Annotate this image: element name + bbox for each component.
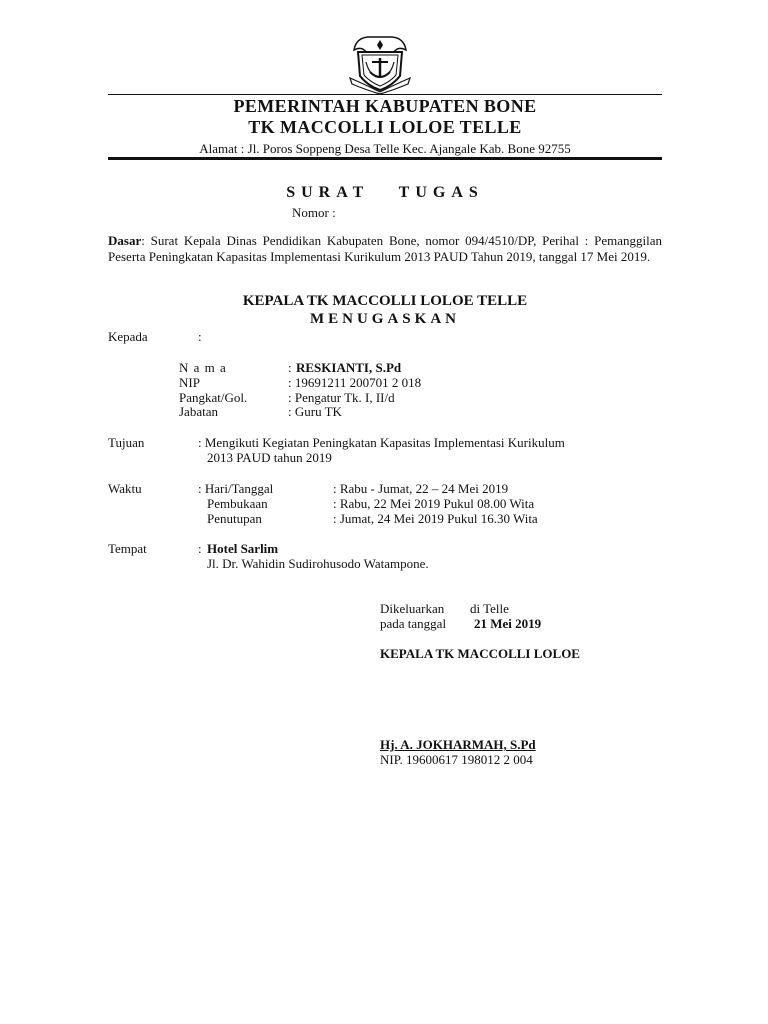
letter-title: SURAT TUGAS [286, 184, 484, 201]
purpose-line-2: 2013 PAUD tahun 2019 [207, 450, 332, 465]
signatory-position: KEPALA TK MACCOLLI LOLOE [380, 646, 580, 661]
signatory-name: Hj. A. JOKHARMAH, S.Pd [380, 737, 536, 752]
nip-value: : 19691211 200701 2 018 [288, 375, 422, 390]
recipient-label: Kepada [108, 329, 148, 344]
assigning-heading: KEPALA TK MACCOLLI LOLOE TELLE [242, 293, 528, 309]
date-value: : Rabu - Jumat, 22 – 24 Mei 2019 [333, 481, 509, 496]
position-label: Jabatan [179, 404, 218, 419]
venue-colon: : [198, 541, 202, 556]
header-bottom-rule [108, 157, 662, 160]
header-government-title: PEMERINTAH KABUPATEN BONE [233, 96, 537, 116]
basis-text: : Surat Kepala Dinas Pendidikan Kabupaten Bone, nomor 094/4510/DP, Perihal : Pemanggilan Peserta Peningkatan Kapasitas Implementasi Kurikulum 2013 PAUD Tahun 2019, tanggal 17 Mei 2019. [108, 233, 662, 264]
regency-emblem-logo [348, 32, 412, 94]
basis-label: Dasar [108, 233, 142, 248]
closing-value: : Jumat, 24 Mei 2019 Pukul 16.30 Wita [333, 511, 538, 526]
name-label: N a m a [179, 360, 227, 375]
issued-label: Dikeluarkan [380, 601, 445, 616]
opening-label: Pembukaan [207, 496, 268, 511]
position-value: : Guru TK [288, 404, 342, 419]
venue-name: Hotel Sarlim [207, 541, 279, 556]
issued-date-label: pada tanggal [380, 616, 447, 631]
recipient-colon: : [198, 329, 202, 344]
rank-value: : Pengatur Tk. I, II/d [288, 390, 395, 405]
header-school-title: TK MACCOLLI LOLOE TELLE [248, 117, 522, 137]
purpose-line-1: : Mengikuti Kegiatan Peningkatan Kapasitas Implementasi Kurikulum [198, 435, 565, 450]
venue-address: Jl. Dr. Wahidin Sudirohusodo Watampone. [207, 556, 429, 571]
name-colon: : [288, 360, 292, 375]
assigns-heading: MENUGASKAN [309, 311, 460, 327]
rank-label: Pangkat/Gol. [179, 390, 248, 405]
opening-value: : Rabu, 22 Mei 2019 Pukul 08.00 Wita [333, 496, 535, 511]
venue-label: Tempat [108, 541, 147, 556]
name-value: RESKIANTI, S.Pd [296, 360, 402, 375]
issued-place: di Telle [470, 601, 509, 616]
issued-date-value: 21 Mei 2019 [474, 616, 542, 631]
purpose-label: Tujuan [108, 435, 145, 450]
signatory-nip: NIP. 19600617 198012 2 004 [380, 752, 533, 767]
header-top-rule [108, 94, 662, 95]
letter-number: Nomor : [292, 205, 336, 220]
basis-paragraph [108, 233, 662, 265]
nip-label: NIP [179, 375, 200, 390]
time-label: Waktu [108, 481, 142, 496]
header-address: Alamat : Jl. Poros Soppeng Desa Telle Kec. Ajangale Kab. Bone 92755 [199, 141, 571, 156]
closing-label: Penutupan [207, 511, 262, 526]
date-label: : Hari/Tanggal [198, 481, 274, 496]
